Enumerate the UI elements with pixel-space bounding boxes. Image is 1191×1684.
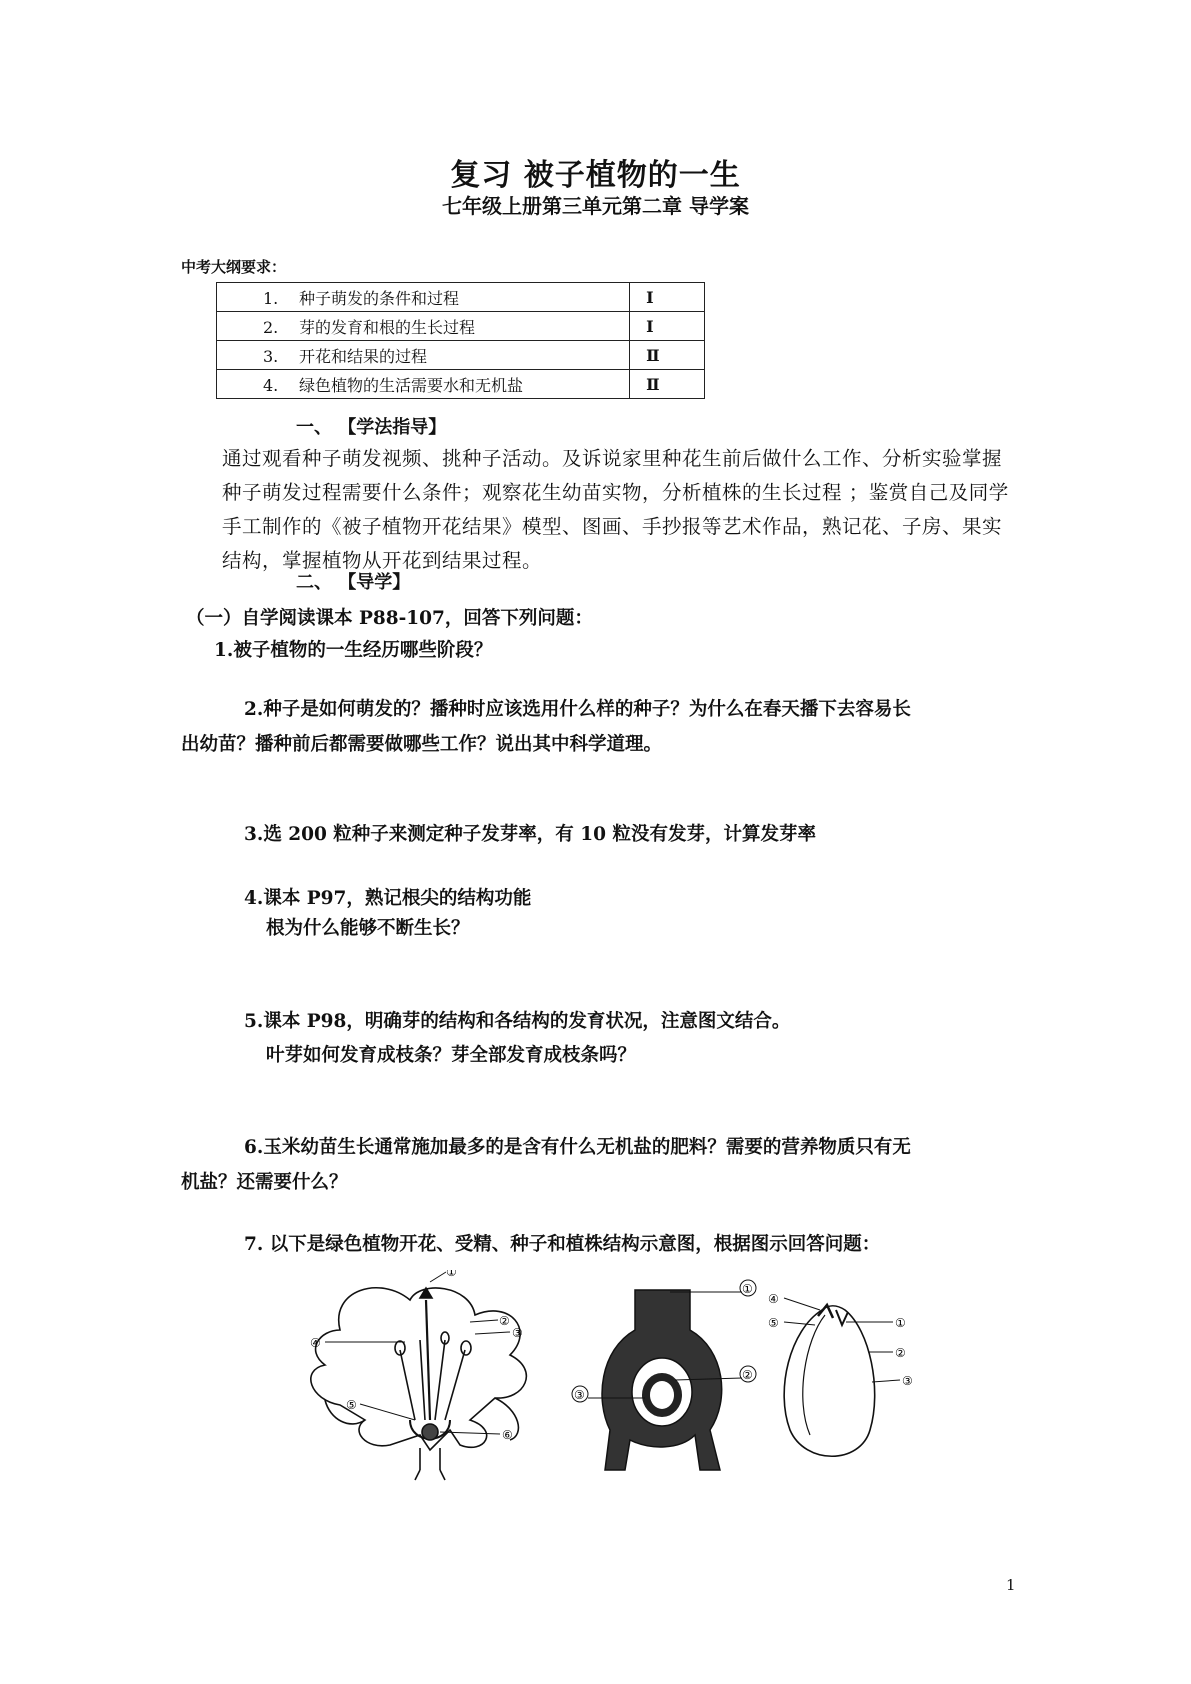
page-title: 复习 被子植物的一生 [450, 158, 741, 193]
seed-label-3: ③ [902, 1374, 913, 1388]
page-subtitle: 七年级上册第三单元第二章 导学案 [442, 194, 749, 218]
requirement-level: Ⅱ [630, 341, 705, 370]
requirement-number: 4. [263, 375, 279, 395]
question-2-line-1: 2.种子是如何萌发的？播种时应该选用什么样的种子？为什么在春天播下去容易长 [244, 699, 911, 720]
flower-label-3: ③ [512, 1326, 523, 1340]
table-row [217, 283, 705, 312]
seed-label-1: ① [895, 1316, 906, 1330]
exam-requirements-label: 中考大纲要求： [181, 258, 287, 276]
seed-diagram [784, 1298, 900, 1456]
study-method-paragraph: 通过观看种子萌发视频、挑种子活动。及诉说家里种花生前后做什么工作、分析实验掌握种子萌发过程需要什么条件；观察花生幼苗实物，分析植株的生长过程 ；鉴赏自己及同学手工制作的《被子植物开花结果》模型、图画、手抄报等艺术作品，熟记花、子房、果实结构，掌握植物从开花到结果过程。 [222, 447, 1009, 572]
flower-label-1: ① [446, 1270, 457, 1279]
question-4-line-2: 根为什么能够不断生长？ [266, 918, 470, 939]
requirement-item [217, 341, 630, 370]
flower-label-2: ② [499, 1314, 510, 1328]
flower-label-4: ④ [310, 1336, 321, 1350]
requirement-level: Ⅰ [630, 312, 705, 341]
seed-label-4: ④ [768, 1292, 779, 1306]
requirement-text: 种子萌发的条件和过程 [299, 288, 460, 308]
section-heading-guided-study: 二、 【导学】 [296, 572, 411, 593]
requirement-text: 绿色植物的生活需要水和无机盐 [299, 375, 524, 395]
table-row [217, 312, 705, 341]
seed-label-2: ② [895, 1346, 906, 1360]
flower-label-5: ⑤ [346, 1398, 357, 1412]
requirement-text: 芽的发育和根的生长过程 [299, 317, 476, 337]
question-6-line-2: 机盐？还需要什么？ [181, 1172, 348, 1193]
question-4-line-1: 4.课本 P97，熟记根尖的结构功能 [244, 888, 532, 909]
requirement-item [217, 312, 630, 341]
structure-diagrams [270, 1270, 990, 1490]
requirement-item [217, 283, 630, 312]
question-3: 3.选 200 粒种子来测定种子发芽率，有 10 粒没有发芽，计算发芽率 [244, 824, 816, 845]
requirement-item [217, 370, 630, 399]
question-1: 1.被子植物的一生经历哪些阶段？ [214, 640, 493, 661]
section-heading-study-method: 一、 【学法指导】 [296, 417, 447, 438]
guided-study-intro: （一）自学阅读课本 P88-107，回答下列问题： [186, 608, 593, 629]
requirement-level: Ⅱ [630, 370, 705, 399]
question-5-line-2: 叶芽如何发育成枝条？芽全部发育成枝条吗？ [266, 1045, 637, 1066]
table-row [217, 370, 705, 399]
requirement-number: 1. [263, 288, 279, 308]
exam-requirements-table [216, 282, 705, 399]
ovary-diagram [572, 1280, 756, 1470]
seed-label-5: ⑤ [768, 1316, 779, 1330]
ovary-label-1: ① [742, 1282, 753, 1296]
page-number: 1 [1006, 1576, 1016, 1594]
figures-area [270, 1270, 990, 1494]
requirement-level: Ⅰ [630, 283, 705, 312]
ovary-label-3: ③ [574, 1388, 585, 1402]
ovary-label-2: ② [742, 1368, 753, 1382]
question-2-line-2: 出幼苗？播种前后都需要做哪些工作？说出其中科学道理。 [181, 734, 663, 755]
question-5-line-1: 5.课本 P98，明确芽的结构和各结构的发育状况，注意图文结合。 [244, 1011, 791, 1032]
question-7: 7. 以下是绿色植物开花、受精、种子和植株结构示意图，根据图示回答问题： [244, 1234, 881, 1255]
flower-label-6: ⑥ [502, 1428, 513, 1442]
question-6-line-1: 6.玉米幼苗生长通常施加最多的是含有什么无机盐的肥料？需要的营养物质只有无 [244, 1137, 911, 1158]
requirement-text: 开花和结果的过程 [299, 346, 428, 366]
table-row [217, 341, 705, 370]
flower-diagram [311, 1272, 527, 1480]
requirement-number: 3. [263, 346, 279, 366]
requirement-number: 2. [263, 317, 279, 337]
